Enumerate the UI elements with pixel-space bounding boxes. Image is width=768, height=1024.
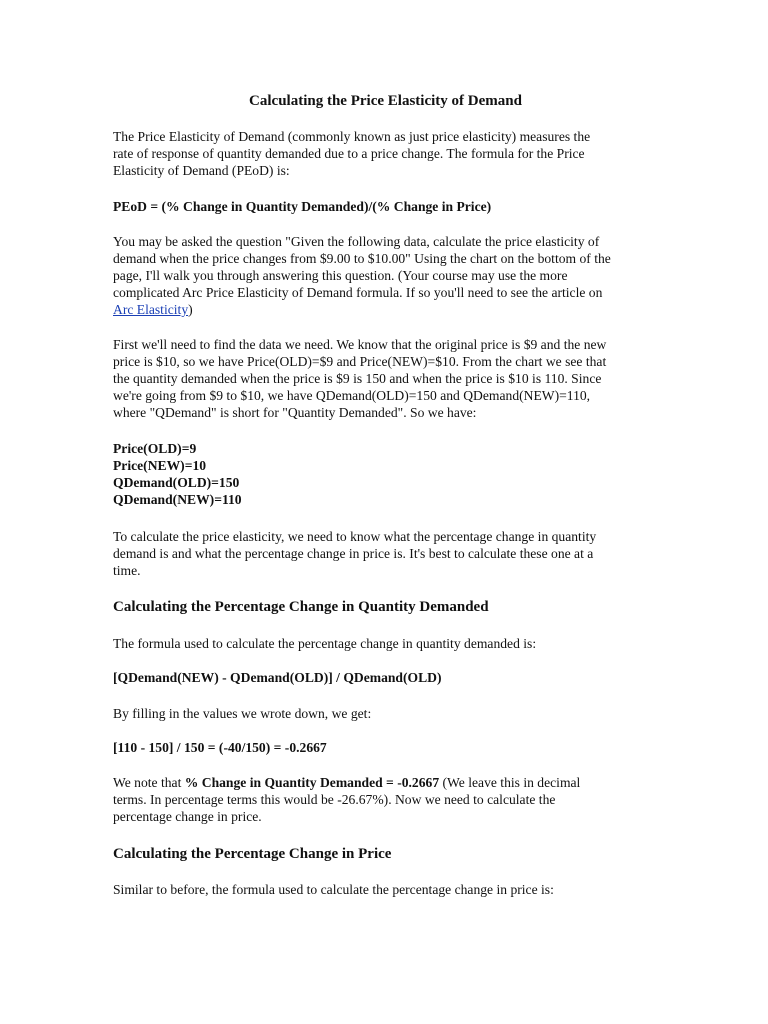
quantity-note-paragraph bbox=[113, 774, 658, 825]
data-intro-line: price is $10, so we have Price(OLD)=$9 and Price(NEW)=$10. From the chart we see that bbox=[113, 354, 607, 369]
peod-formula: PEoD = (% Change in Quantity Demanded)/(% Change in Price) bbox=[113, 199, 492, 214]
question-closing: ) bbox=[188, 302, 193, 317]
data-intro-line: First we'll need to find the data we need. We know that the original price is $9 and the new bbox=[113, 337, 607, 352]
intro-line: rate of response of quantity demanded due to a price change. The formula for the Price bbox=[113, 146, 585, 161]
question-link-line bbox=[113, 301, 658, 318]
page-title: Calculating the Price Elasticity of Demand bbox=[249, 93, 522, 109]
question-line: complicated Arc Price Elasticity of Demand formula. If so you'll need to see the article on bbox=[113, 285, 603, 300]
section-heading-quantity: Calculating the Percentage Change in Quantity Demanded bbox=[113, 599, 489, 615]
fill-intro: By filling in the values we wrote down, we get: bbox=[113, 706, 372, 721]
section-heading-price: Calculating the Percentage Change in Price bbox=[113, 846, 392, 862]
price-formula-intro: Similar to before, the formula used to calculate the percentage change in price is: bbox=[113, 882, 554, 897]
data-intro-line: the quantity demanded when the price is $9 is 150 and when the price is $10 is 110. Since bbox=[113, 371, 602, 386]
data-intro-line: where "QDemand" is short for "Quantity Demanded". So we have: bbox=[113, 405, 477, 420]
question-line: You may be asked the question "Given the following data, calculate the price elasticity of bbox=[113, 234, 600, 249]
question-line: demand when the price changes from $9.00 to $10.00" Using the chart on the bottom of the bbox=[113, 251, 611, 266]
value-qdemand-old: QDemand(OLD)=150 bbox=[113, 475, 240, 490]
arc-elasticity-link[interactable]: Arc Elasticity bbox=[113, 302, 189, 317]
values-list bbox=[113, 440, 658, 508]
quantity-formula: [QDemand(NEW) - QDemand(OLD)] / QDemand(OLD) bbox=[113, 670, 442, 685]
value-price-old: Price(OLD)=9 bbox=[113, 441, 197, 456]
note-result: % Change in Quantity Demanded = -0.2667 bbox=[184, 775, 440, 790]
intro-line: Elasticity of Demand (PEoD) is: bbox=[113, 163, 290, 178]
question-line: page, I'll walk you through answering this question. (Your course may use the more bbox=[113, 268, 568, 283]
intro-paragraph bbox=[113, 128, 658, 179]
calc-intro-line: To calculate the price elasticity, we need to know what the percentage change in quantity bbox=[113, 529, 597, 544]
intro-line: The Price Elasticity of Demand (commonly known as just price elasticity) measures the bbox=[113, 129, 591, 144]
quantity-note-line: terms. In percentage terms this would be -26.67%). Now we need to calculate the bbox=[113, 792, 556, 807]
calc-intro-line: demand is and what the percentage change in price is. It's best to calculate these one at a bbox=[113, 546, 594, 561]
question-paragraph bbox=[113, 233, 658, 318]
data-intro-line: we're going from $9 to $10, we have QDemand(OLD)=150 and QDemand(NEW)=110, bbox=[113, 388, 591, 403]
data-intro-paragraph bbox=[113, 336, 658, 421]
calc-intro-line: time. bbox=[113, 563, 141, 578]
quantity-note-line bbox=[113, 774, 658, 791]
value-qdemand-new: QDemand(NEW)=110 bbox=[113, 492, 242, 507]
calc-intro-paragraph bbox=[113, 528, 658, 579]
quantity-formula-intro: The formula used to calculate the percentage change in quantity demanded is: bbox=[113, 636, 537, 651]
value-price-new: Price(NEW)=10 bbox=[113, 458, 207, 473]
quantity-note-line: percentage change in price. bbox=[113, 809, 262, 824]
quantity-calculation: [110 - 150] / 150 = (-40/150) = -0.2667 bbox=[113, 740, 327, 755]
note-prefix: We note that bbox=[113, 775, 185, 790]
note-suffix: (We leave this in decimal bbox=[439, 775, 581, 790]
